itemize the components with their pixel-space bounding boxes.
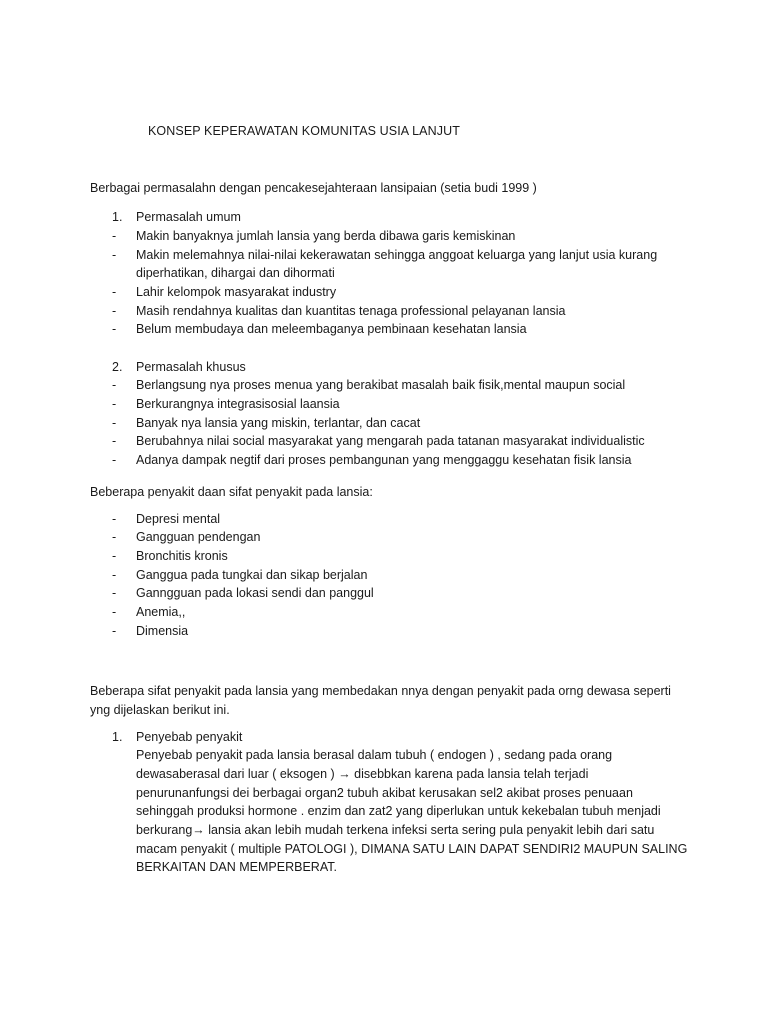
paragraph-line: berkurang→ lansia akan lebih mudah terkena infeksi serta sering pula penyakit lebih dari satu [136, 823, 655, 837]
bullet-dash: - [112, 605, 117, 619]
section2-heading: Permasalah khusus [136, 360, 246, 374]
bullet-dash: - [112, 568, 117, 582]
bullet-dash: - [112, 549, 117, 563]
list-item: Anemia,, [136, 605, 186, 619]
section1-number: 1. [112, 210, 123, 224]
list-item: Makin banyaknya jumlah lansia yang berda dibawa garis kemiskinan [136, 229, 516, 243]
list-item: Berubahnya nilai social masyarakat yang mengarah pada tatanan masyarakat individualistic [136, 434, 645, 448]
bullet-dash: - [112, 397, 117, 411]
bullet-dash: - [112, 304, 117, 318]
list-item: Bronchitis kronis [136, 549, 228, 563]
bullet-dash: - [112, 453, 117, 467]
paragraph-line: BERKAITAN DAN MEMPERBERAT. [136, 860, 337, 874]
bullet-dash: - [112, 229, 117, 243]
traits-heading: Penyebab penyakit [136, 730, 243, 744]
traits-number: 1. [112, 730, 123, 744]
section1-heading: Permasalah umum [136, 210, 241, 224]
section2-number: 2. [112, 360, 123, 374]
bullet-dash: - [112, 248, 117, 262]
document-title: KONSEP KEPERAWATAN KOMUNITAS USIA LANJUT [148, 124, 460, 138]
traits-intro: Beberapa sifat penyakit pada lansia yang membedakan nnya dengan penyakit pada orng dewasa seperti [90, 684, 671, 698]
bullet-dash: - [112, 416, 117, 430]
list-item: Ganggua pada tungkai dan sikap berjalan [136, 568, 368, 582]
paragraph-line: sehinggah produksi hormone . enzim dan zat2 yang diperlukan untuk kekebalan tubuh menjadi [136, 804, 661, 818]
diseases-heading: Beberapa penyakit daan sifat penyakit pada lansia: [90, 485, 373, 499]
bullet-dash: - [112, 378, 117, 392]
paragraph-line: dewasaberasal dari luar ( eksogen ) → disebbkan karena pada lansia telah terjadi [136, 767, 589, 781]
list-item: Belum membudaya dan meleembaganya pembinaan kesehatan lansia [136, 322, 527, 336]
bullet-dash: - [112, 434, 117, 448]
list-item: Gangguan pendengan [136, 530, 261, 544]
paragraph-line: penurunanfungsi dei berbagai organ2 tubuh akibat kerusakan sel2 akibat proses penuaan [136, 786, 633, 800]
paragraph-line: macam penyakit ( multiple PATOLOGI ), DIMANA SATU LAIN DAPAT SENDIRI2 MAUPUN SALING [136, 842, 688, 856]
bullet-dash: - [112, 322, 117, 336]
list-item: Depresi mental [136, 512, 221, 526]
paragraph-line: Penyebab penyakit pada lansia berasal dalam tubuh ( endogen ) , sedang pada orang [136, 748, 613, 762]
list-item: Berlangsung nya proses menua yang berakibat masalah baik fisik,mental maupun social [136, 378, 626, 392]
bullet-dash: - [112, 586, 117, 600]
list-item: Berkurangnya integrasisosial laansia [136, 397, 340, 411]
traits-intro-continuation: yng dijelaskan berikut ini. [90, 703, 230, 717]
list-item: Makin melemahnya nilai-nilai kekerawatan sehingga anggoat keluarga yang lanjut usia kurang [136, 248, 658, 262]
bullet-dash: - [112, 285, 117, 299]
list-item: Masih rendahnya kualitas dan kuantitas tenaga professional pelayanan lansia [136, 304, 566, 318]
list-item-continuation: diperhatikan, dihargai dan dihormati [136, 266, 335, 280]
bullet-dash: - [112, 530, 117, 544]
intro-paragraph: Berbagai permasalahn dengan pencakesejahteraan lansipaian (setia budi 1999 ) [90, 181, 537, 195]
list-item: Ganngguan pada lokasi sendi dan panggul [136, 586, 374, 600]
bullet-dash: - [112, 624, 117, 638]
list-item: Adanya dampak negtif dari proses pembangunan yang menggaggu kesehatan fisik lansia [136, 453, 632, 467]
list-item: Lahir kelompok masyarakat industry [136, 285, 337, 299]
list-item: Banyak nya lansia yang miskin, terlantar, dan cacat [136, 416, 421, 430]
bullet-dash: - [112, 512, 117, 526]
list-item: Dimensia [136, 624, 189, 638]
